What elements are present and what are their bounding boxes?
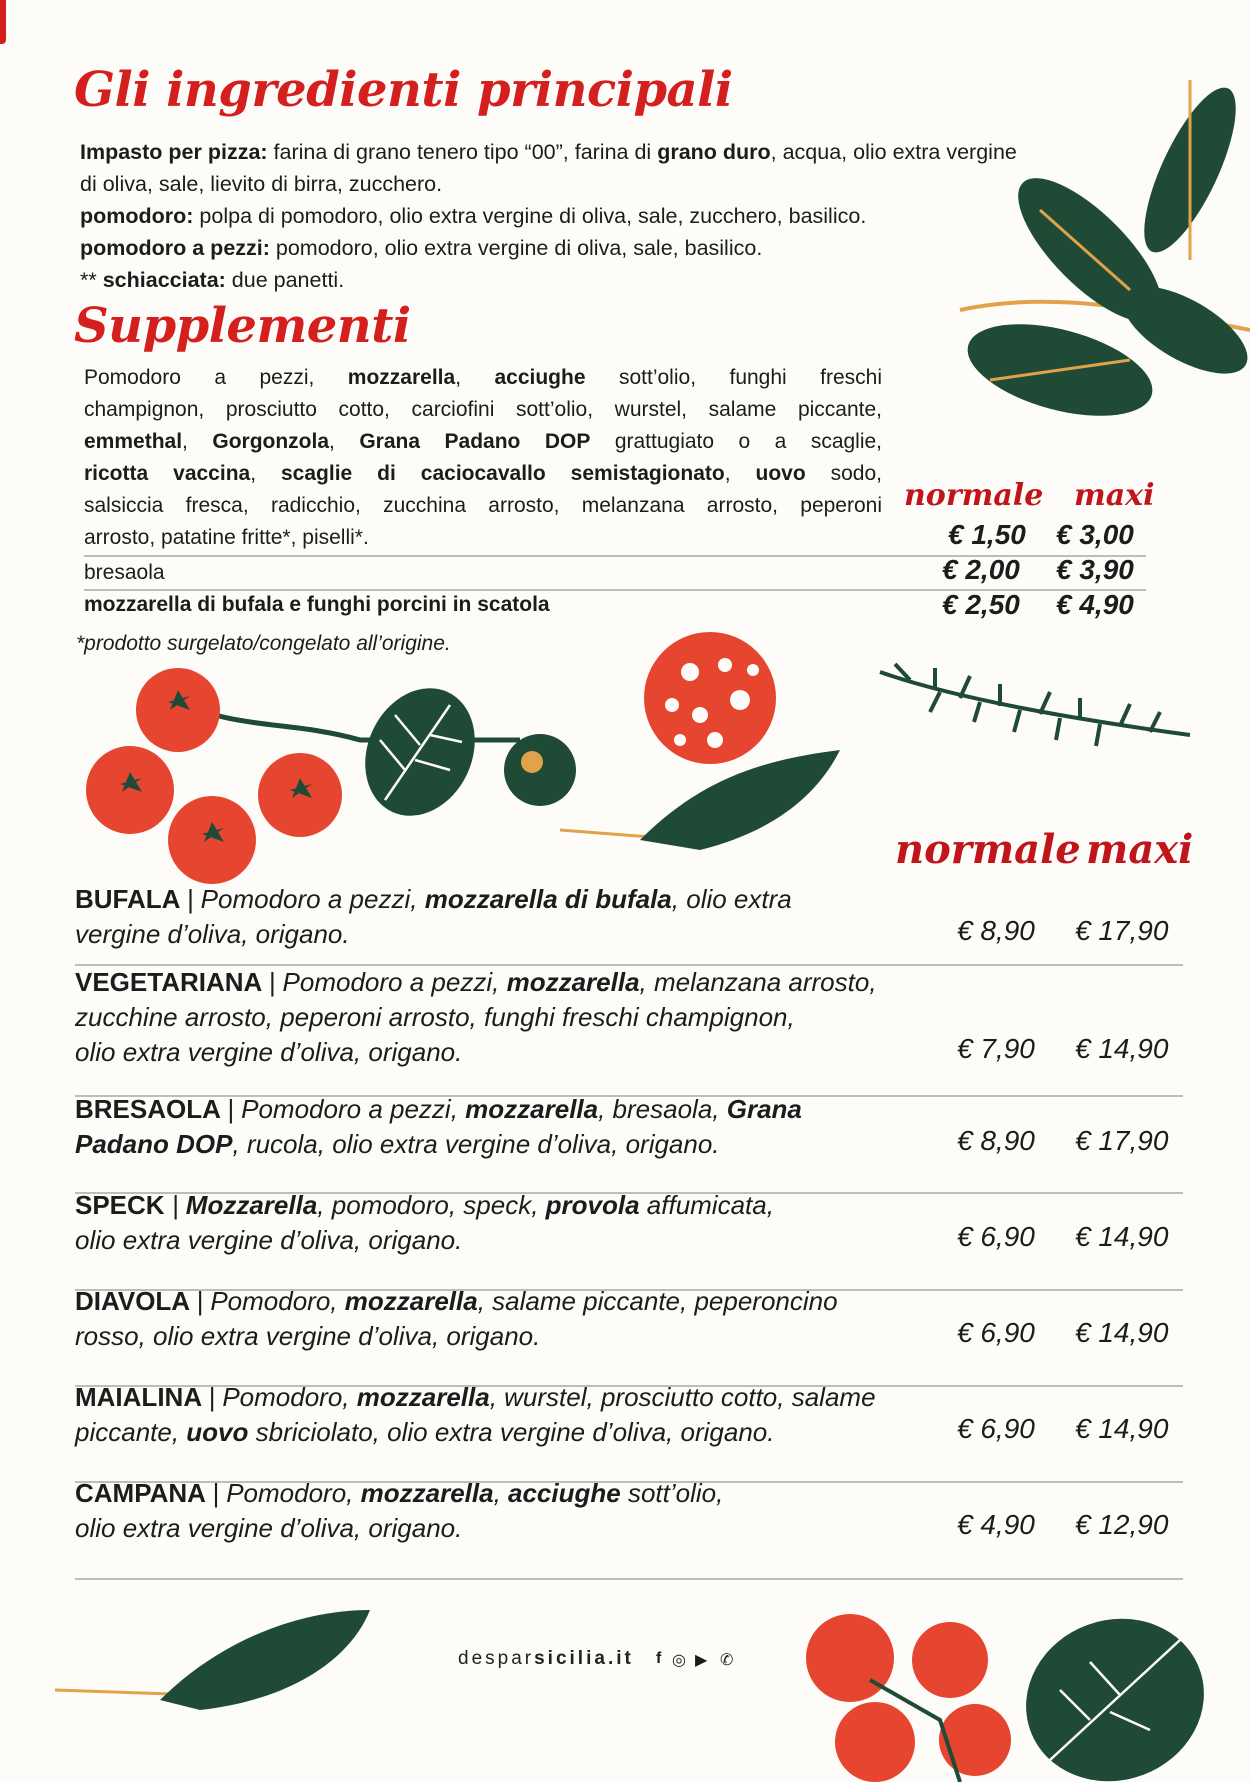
pizza-bold-ingredient: mozzarella di bufala	[424, 884, 672, 914]
pizza-text: rosso, olio extra vergine d’oliva, origano.	[75, 1321, 541, 1351]
supp-price-maxi-3: € 4,90	[1056, 589, 1134, 620]
pizza-text: , melanzana arrosto,	[639, 967, 877, 997]
supplement-bold: mozzarella	[347, 366, 456, 389]
pizza-text: | Pomodoro,	[208, 1382, 357, 1412]
pizza-col-maxi: maxi	[1086, 826, 1194, 873]
arugula-leaf-icon	[55, 1610, 370, 1710]
supplements-title: Supplementi	[74, 298, 411, 354]
pizza-text: sbriciolato, olio extra vergine d’oliva, origano.	[248, 1417, 775, 1447]
pizza-price-normale: € 6,90	[957, 1221, 1035, 1252]
pizza-description-line	[75, 1223, 955, 1258]
pizza-price-normale: € 6,90	[957, 1413, 1035, 1444]
arugula-leaf-icon	[560, 750, 840, 850]
ingredient-line: di oliva, sale, lievito di birra, zucchero.	[80, 172, 443, 196]
pizza-item	[75, 965, 955, 1070]
pizza-description-line	[75, 1284, 955, 1319]
social-whatsapp-icon[interactable]: ✆	[720, 1652, 734, 1669]
pizza-description-line	[75, 1415, 955, 1450]
pizza-price-maxi: € 14,90	[1075, 1317, 1169, 1348]
supplement-text: sodo,	[805, 462, 883, 485]
pizza-bold-ingredient: acciughe	[508, 1478, 621, 1508]
pizza-text: olio extra vergine d’oliva, origano.	[75, 1037, 463, 1067]
pizza-bold-ingredient: mozzarella	[356, 1382, 490, 1412]
supplement-text: champignon, prosciutto cotto, carciofini sott’olio, wurstel, salame piccante,	[84, 398, 882, 421]
pizza-name: VEGETARIANA	[75, 967, 269, 997]
pizza-text: piccante,	[75, 1417, 187, 1447]
frozen-note: *prodotto surgelato/congelato all’origine.	[76, 632, 451, 655]
pizza-description-line	[75, 965, 955, 1000]
social-youtube-icon[interactable]: ▶	[695, 1652, 708, 1669]
supplement-text: Pomodoro a pezzi,	[84, 366, 348, 389]
pizza-price-maxi: € 14,90	[1075, 1221, 1169, 1252]
pizza-text: , pomodoro, speck,	[317, 1190, 546, 1220]
pizza-price-normale: € 6,90	[957, 1317, 1035, 1348]
supplement-bold: scaglie di caciocavallo semistagionato	[281, 462, 725, 485]
social-facebook-icon[interactable]: f	[656, 1650, 662, 1667]
supp-price-maxi-2: € 3,90	[1056, 554, 1134, 585]
salami-slice-icon	[644, 632, 776, 764]
pizza-description-line	[75, 882, 955, 917]
supplement-text: sott’olio, funghi freschi	[585, 366, 883, 389]
tomato-cluster-icon	[806, 1614, 1011, 1782]
pizza-text: | Pomodoro a pezzi,	[186, 884, 425, 914]
pizza-item	[75, 1476, 955, 1546]
pizza-text: , salame piccante, peperoncino	[477, 1286, 838, 1316]
supplement-text: ,	[250, 462, 281, 485]
ingredient-label: pomodoro:	[80, 204, 194, 228]
supplement-bold: Gorgonzola	[212, 430, 330, 453]
website-label: desparsicilia.it	[458, 1648, 634, 1669]
pizza-description-line	[75, 917, 955, 952]
pizza-name: BUFALA	[75, 884, 187, 914]
pizza-price-maxi: € 17,90	[1075, 1125, 1169, 1156]
pizza-text: | Pomodoro a pezzi,	[227, 1094, 466, 1124]
supplement-text: salsiccia fresca, radicchio, zucchina arrosto, melanzana arrosto, peperoni	[84, 494, 882, 517]
pizza-item	[75, 1092, 955, 1162]
pizza-text: , bresaola,	[598, 1094, 727, 1124]
pizza-bold-ingredient: provola	[545, 1190, 640, 1220]
pizza-description-line	[75, 1000, 955, 1035]
ingredient-text: polpa di pomodoro, olio extra vergine di oliva, sale, zucchero, basilico.	[193, 204, 867, 228]
supp-price-normale-2: € 2,00	[942, 554, 1020, 585]
supplement-text: ,	[724, 462, 756, 485]
pizza-bold-ingredient: mozzarella	[506, 967, 640, 997]
basil-leaf-icon	[345, 670, 495, 834]
ingredient-text: , acqua, olio extra vergine	[770, 140, 1017, 164]
pizza-bold-ingredient: mozzarella	[360, 1478, 494, 1508]
pizza-text: , rucola, olio extra vergine d’oliva, origano.	[232, 1129, 720, 1159]
ingredient-label: schiacciata:	[102, 268, 226, 292]
pizza-bold-ingredient: Padano DOP	[75, 1129, 233, 1159]
supp-price-normale-3: € 2,50	[942, 589, 1020, 620]
pizza-bold-ingredient: Mozzarella	[185, 1190, 318, 1220]
pizza-item	[75, 1380, 955, 1450]
olive-branch-icon	[958, 77, 1250, 434]
pizza-bold-ingredient: uovo	[186, 1417, 249, 1447]
pizza-bold-ingredient: mozzarella	[465, 1094, 599, 1124]
pizza-description-line	[75, 1035, 955, 1070]
supplements-col-maxi: maxi	[1074, 478, 1155, 513]
ingredients-title: Gli ingredienti principali	[74, 62, 733, 118]
pizza-text: , wurstel, prosciutto cotto, salame	[489, 1382, 876, 1412]
pizza-bold-ingredient: mozzarella	[344, 1286, 478, 1316]
pizza-description-line	[75, 1380, 955, 1415]
supplement-text: ,	[182, 430, 213, 453]
pizza-text: vergine d’oliva, origano.	[75, 919, 350, 949]
pizza-text: olio extra vergine d’oliva, origano.	[75, 1513, 463, 1543]
pizza-description-line	[75, 1127, 955, 1162]
pizza-text: olio extra vergine d’oliva, origano.	[75, 1225, 463, 1255]
ingredient-text: pomodoro, olio extra vergine di oliva, sale, basilico.	[269, 236, 763, 260]
ingredient-text: due panetti.	[225, 268, 345, 292]
supp-price-maxi-1: € 3,00	[1056, 519, 1134, 550]
olive-icon	[504, 734, 576, 806]
supp-bresaola: bresaola	[84, 561, 165, 584]
pizza-item	[75, 1284, 955, 1354]
pizza-price-maxi: € 12,90	[1075, 1509, 1169, 1540]
supplement-bold: uovo	[755, 462, 806, 485]
pizza-text: sott’olio,	[620, 1478, 724, 1508]
supplement-text: arrosto, patatine fritte*, piselli*.	[84, 526, 369, 549]
pizza-text: zucchine arrosto, peperoni arrosto, funghi freschi champignon,	[75, 1002, 795, 1032]
supp-price-normale-1: € 1,50	[948, 519, 1026, 550]
pizza-name: DIAVOLA	[75, 1286, 197, 1316]
ingredient-prefix: **	[80, 268, 103, 292]
pizza-text: affumicata,	[639, 1190, 774, 1220]
supp-bufala-porcini: mozzarella di bufala e funghi porcini in scatola	[84, 593, 550, 616]
pizza-text: |	[171, 1190, 186, 1220]
rosemary-sprig-icon	[880, 664, 1190, 746]
pizza-name: SPECK	[75, 1190, 172, 1220]
pizza-text: | Pomodoro,	[212, 1478, 361, 1508]
pizza-price-normale: € 4,90	[957, 1509, 1035, 1540]
supplements-col-normale: normale	[904, 478, 1044, 513]
pizza-price-maxi: € 14,90	[1075, 1413, 1169, 1444]
social-instagram-icon[interactable]: ◎	[672, 1652, 686, 1669]
pizza-price-normale: € 8,90	[957, 1125, 1035, 1156]
pizza-item	[75, 882, 955, 952]
pizza-description-line	[75, 1319, 955, 1354]
pizza-description-line	[75, 1476, 955, 1511]
pizza-price-maxi: € 17,90	[1075, 915, 1169, 946]
pizza-description-line	[75, 1092, 955, 1127]
pizza-text: | Pomodoro,	[196, 1286, 345, 1316]
supplement-text: ,	[329, 430, 360, 453]
pizza-name: CAMPANA	[75, 1478, 213, 1508]
pizza-col-normale: normale	[895, 826, 1081, 873]
supplement-text: ,	[455, 366, 495, 389]
supplement-bold: Grana Padano DOP	[359, 430, 591, 453]
pizza-name: BRESAOLA	[75, 1094, 228, 1124]
ingredient-text: farina di grano tenero tipo “00”, farina di	[267, 140, 658, 164]
pizza-text: | Pomodoro a pezzi,	[268, 967, 507, 997]
pizza-bold-ingredient: Grana	[726, 1094, 802, 1124]
supplement-bold: ricotta vaccina	[84, 462, 251, 485]
supplement-text: grattugiato o a scaglie,	[590, 430, 883, 453]
ingredient-label: Impasto per pizza:	[80, 140, 268, 164]
ingredient-bold: grano duro	[657, 140, 771, 164]
basil-leaf-icon	[1003, 1594, 1227, 1782]
pizza-description-line	[75, 1511, 955, 1546]
pizza-price-maxi: € 14,90	[1075, 1033, 1169, 1064]
ingredient-label: pomodoro a pezzi:	[80, 236, 270, 260]
pizza-price-normale: € 8,90	[957, 915, 1035, 946]
divider	[75, 1578, 1183, 1580]
pizza-text: , olio extra	[671, 884, 792, 914]
pizza-name: MAIALINA	[75, 1382, 209, 1412]
pizza-text: ,	[493, 1478, 509, 1508]
supplement-bold: acciughe	[494, 366, 586, 389]
pizza-price-normale: € 7,90	[957, 1033, 1035, 1064]
supplement-bold: emmethal	[84, 430, 183, 453]
pizza-item	[75, 1188, 955, 1258]
pizza-description-line	[75, 1188, 955, 1223]
